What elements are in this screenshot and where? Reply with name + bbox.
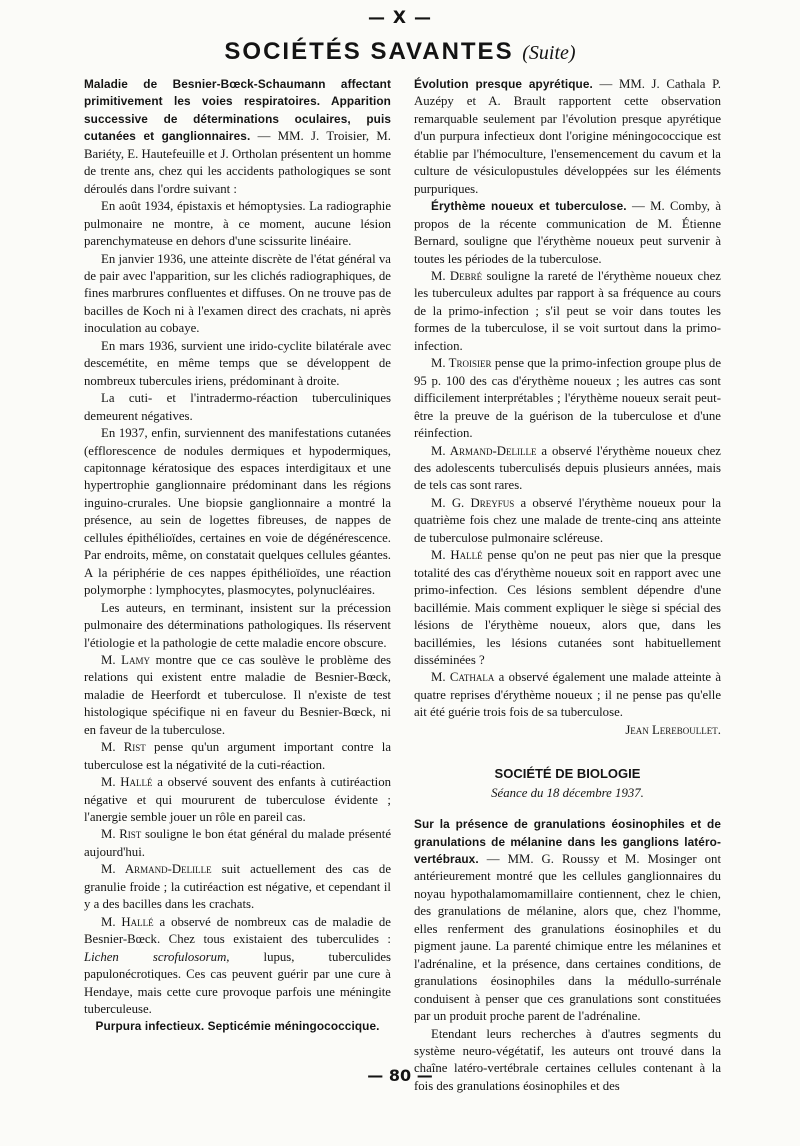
paragraph: Les auteurs, en terminant, insistent sur la précession pulmonaire des déterminations pathologiques. Ils réservent l'étiologie et la pathologie de cette maladie encore obscure. xyxy=(84,600,391,650)
discussion-paragraph xyxy=(414,547,721,669)
paragraph: En mars 1936, survient une irido-cyclite bilatérale avec descemétite, en même temps que se développent de nombreux tubercules iriens, prédominant à droite. xyxy=(84,338,391,388)
discussion-paragraph xyxy=(84,861,391,913)
page-title-text: SOCIÉTÉS SAVANTES xyxy=(224,38,514,65)
italic-term: Lichen scrofulosorum, xyxy=(84,949,230,964)
speaker-name: M. Hallé xyxy=(431,548,483,563)
paragraph: En août 1934, épistaxis et hémoptysies. La radiographie pulmonaire ne montre, à ce moment, aucune lésion parenchymateuse en dehors d'une scissurite linéaire. xyxy=(84,199,391,249)
roman-page-number: — X — xyxy=(368,8,432,28)
author-signature: Jean Lereboullet. xyxy=(625,722,721,737)
discussion-paragraph xyxy=(414,495,721,547)
speaker-name: M. Hallé xyxy=(101,775,153,790)
discussion-paragraph xyxy=(414,268,721,355)
speaker-name: M. Armand-Delille xyxy=(101,862,212,877)
discussion-paragraph xyxy=(84,914,391,1019)
discussion-text: montre que ce cas soulève le problème des relations qui existent entre maladie de Besnier-Bœck, maladie de Heerfordt et tuberculose. Il n'existe de test histologique spécifique ni en faveur du Besnier-Bœck, ni en faveur de la tuberculose. xyxy=(84,652,391,737)
page-number: — 80 — xyxy=(367,1066,433,1085)
discussion-text: pense qu'un argument important contre la tuberculose est la négativité de la cuti-réaction. xyxy=(84,740,391,772)
speaker-name: M. Troisier xyxy=(431,356,492,371)
heading-erytheme: Érythème noueux et tuberculose. xyxy=(431,199,627,214)
heading-besnier-boeck: Maladie de Besnier-Bœck-Schaumann affectant primitivement les voies respiratoires. Apparition successive de déterminations oculaires, puis cutanées et ganglionnaires. xyxy=(84,77,391,144)
discussion-text: souligne le bon état général du malade présenté aujourd'hui. xyxy=(84,827,392,859)
speaker-name: M. G. Dreyfus xyxy=(431,495,515,510)
discussion-paragraph xyxy=(84,652,391,739)
article-besnier-boeck xyxy=(84,76,391,198)
discussion-text: pense que la primo-infection groupe plus de 95 p. 100 des cas d'érythème noueux ; les autres cas sont difficilement interprétables ; l'érythème noueux serait peut-être la preuve de la guérison de la tuberculose et d'une réinfection. xyxy=(414,356,721,441)
page-title-suite: (Suite) xyxy=(522,42,576,64)
discussion-text: souligne la rareté de l'érythème noueux chez les tuberculeux adultes par rapport à sa fréquence au cours de la primo-infection ; s'il peut se voir dans toutes les formes de la tuberculose, il se voit surtout dans la primo-infection. xyxy=(414,268,721,353)
discussion-paragraph xyxy=(414,443,721,495)
heading-purpura xyxy=(84,1018,391,1035)
speaker-name: M. Debré xyxy=(431,268,483,283)
discussion-text: a observé également une malade atteinte à quatre reprises d'érythème noueux ; il ne pense pas qu'elle ait été guérie trois fois de sa tuberculose. xyxy=(414,670,721,720)
discussion-text: a observé l'érythème noueux pour la quatrième fois chez une malade de trente-cinq ans atteinte de tuberculose pulmonaire scléreuse. xyxy=(414,495,722,545)
discussion-paragraph xyxy=(84,774,391,826)
speaker-name: M. Hallé xyxy=(101,914,154,929)
page-title xyxy=(0,38,800,66)
speaker-name: M. Rist xyxy=(101,740,146,755)
paragraph: En janvier 1936, une atteinte discrète de l'état général va de pair avec l'apparition, sur les clichés radiographiques, de fines marbrures confluentes et diffuses. On ne trouve pas de bacilles de Koch ni à l'examen direct des crachats, ni après inoculation au cobaye. xyxy=(84,251,391,336)
discussion-text: a observé de nombreux cas de maladie de Besnier-Bœck. Chez tous existaient des tuberculides : xyxy=(84,914,391,947)
article-granulations xyxy=(414,816,721,1025)
article-purpura-continued xyxy=(414,76,721,198)
speaker-name: M. Rist xyxy=(101,827,142,842)
heading-granulations: Sur la présence de granulations éosinophiles et de granulations de mélanine dans les ganglions latéro-vertébraux. xyxy=(414,817,721,867)
section-title: SOCIÉTÉ DE BIOLOGIE xyxy=(494,766,641,782)
speaker-name: M. Armand-Delille xyxy=(431,443,537,458)
discussion-text: lupus, tuberculides papulonécrotiques. Ces cas peuvent guérir par une cure à Hendaye, mais cette cure provoque parfois une méningite tuberculeuse. xyxy=(84,949,392,1017)
article-besnier-boeck-text: — MM. J. Troisier, M. Bariéty, E. Hautefeuille et J. Ortholan présentent un homme de trente ans, chez qui les accidents pathologiques se sont déroulés dans l'ordre suivant : xyxy=(84,129,391,196)
discussion-paragraph xyxy=(84,826,391,861)
discussion-paragraph xyxy=(414,669,721,721)
right-column xyxy=(414,76,721,1095)
paragraph: En 1937, enfin, surviennent des manifestations cutanées (efflorescence de nodules dermiques et hypodermiques, capitonnage kératosique des espaces interdigitaux et une hypertrophie ganglionnaire prédominant dans les régions inguino-crurales. Une biopsie ganglionnaire a montré la présence, au sein de logettes fibreuses, de nappes de cellules épithélioïdes, certaines en voie de dégénérescence. Par endroits, même, on constatait quelques cellules géantes. A la périphérie de ces nappes épithélioïdes, une réaction polymorphe : lymphocytes, plasmocytes, polynucléaires. xyxy=(84,426,391,598)
heading-apyretique: Évolution presque apyrétique. xyxy=(414,77,593,91)
discussion-text: suit actuellement des cas de granulie froide ; la cutiréaction est négative, et cependant il y a des bacilles dans les crachats. xyxy=(84,862,392,912)
discussion-paragraph xyxy=(84,739,391,774)
session-date: Séance du 18 décembre 1937. xyxy=(491,785,644,800)
left-column xyxy=(84,76,391,1036)
article-erytheme-text: — M. Comby, à propos de la récente communication de M. Étienne Bernard, souligne que l'érythème noueux peut survenir à toutes les périodes de la tuberculose. xyxy=(414,199,721,266)
speaker-name: M. Lamy xyxy=(101,652,151,667)
article-granulations-text: — MM. G. Roussy et M. Mosinger ont antérieurement montré que les cellules ganglionnaires du noyau hypothalamomamillaire contiennent, chez le chien, des granulations de mélanine, alors que, chez l'homme, elles renferment des granulations éosinophiles et du pigment jaune. La parenté chimique entre les mélanines et l'adrénaline, et la présence, dans certaines conditions, de granulations éosinophiles dans la médullo-surrénale conduisent à penser que ces granulations sont constituées par un produit proche parent de l'adrénaline. xyxy=(414,852,722,1024)
discussion-paragraph xyxy=(414,355,721,442)
paragraph: Etendant leurs recherches à d'autres segments du système neuro-végétatif, les auteurs ont trouvé dans la chaîne latéro-vertébrale certaines cellules contenant à la fois des granulations éosinophiles et des xyxy=(414,1026,721,1093)
speaker-name: M. Cathala xyxy=(431,670,495,685)
article-purpura-text: — MM. J. Cathala P. Auzépy et A. Brault rapportent cette observation remarquable seulement par l'évolution presque apyrétique d'un purpura infectieux dont l'origine méningococcique est établie par l'hémoculture, l'ensemencement du cavum et la culture de vésiculopustules développées sur les éléments purpuriques. xyxy=(414,77,721,196)
paragraph: La cuti- et l'intradermo-réaction tuberculiniques demeurent négatives. xyxy=(84,391,391,423)
heading-purpura-text: Purpura infectieux. Septicémie méningococcique. xyxy=(95,1019,380,1034)
discussion-text: pense qu'on ne peut pas nier que la presque totalité des cas d'érythème noueux soit en rapport avec une primo-infection. Ces lésions semblent dépendre d'une bacillémie. Mais comment expliquer le siège si spécial des lésions de l'érythème noueux, alors que, dans les bacillémies, les lésions cutanées sont habituellement disséminées ? xyxy=(414,548,722,667)
article-erytheme xyxy=(414,198,721,268)
discussion-text: a observé l'érythème noueux chez des adolescents tuberculisés depuis plusieurs années, mais de tels cas sont rares. xyxy=(414,443,721,493)
discussion-text: a observé souvent des enfants à cutiréaction négative et qui moururent de tuberculose évidente ; l'anergie semble jouer un rôle en pareil cas. xyxy=(84,775,392,825)
